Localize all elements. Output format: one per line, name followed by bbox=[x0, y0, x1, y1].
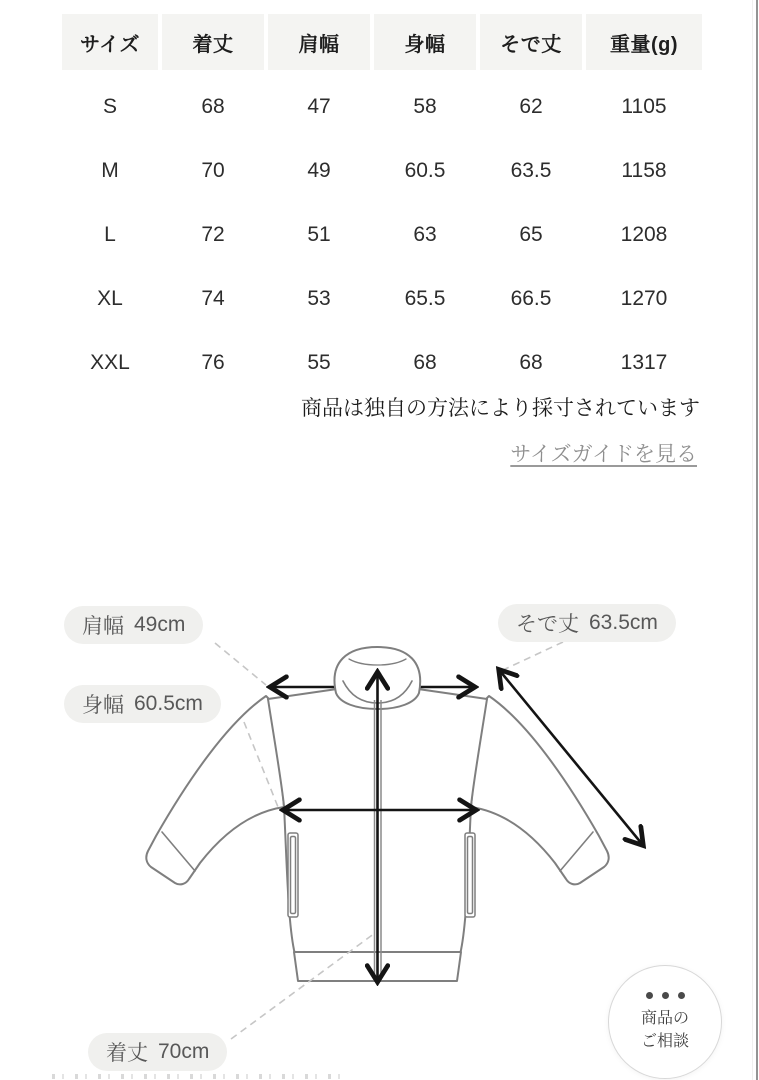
table-row bbox=[62, 203, 698, 267]
table-cell: 55 bbox=[307, 351, 331, 374]
consult-label-line1: 商品の bbox=[640, 1009, 689, 1027]
table-cell: 68 bbox=[201, 95, 225, 118]
table-cell: 65.5 bbox=[404, 287, 446, 310]
table-header-cell: そで丈 bbox=[480, 14, 582, 70]
sleeve-length-pill bbox=[498, 604, 676, 642]
pill-label: そで丈 bbox=[516, 613, 579, 636]
pill-label: 身幅 bbox=[82, 694, 124, 717]
table-cell: 58 bbox=[413, 95, 437, 118]
table-header-cell: 身幅 bbox=[374, 14, 476, 70]
size-table bbox=[62, 14, 698, 395]
pill-label: 着丈 bbox=[106, 1042, 148, 1065]
page-edge-light-line bbox=[752, 0, 753, 1080]
clipped-text-line bbox=[52, 1074, 344, 1079]
table-cell: 1270 bbox=[620, 287, 668, 310]
size-cell: XXL bbox=[90, 351, 130, 374]
pill-value: 49cm bbox=[134, 613, 186, 636]
body-width-pill bbox=[64, 685, 221, 723]
pill-label: 肩幅 bbox=[82, 615, 124, 638]
pill-value: 60.5cm bbox=[134, 692, 203, 715]
table-header-cell: サイズ bbox=[62, 14, 158, 70]
size-cell: S bbox=[102, 95, 117, 118]
table-cell: 47 bbox=[307, 95, 331, 118]
consult-label-line2: ご相談 bbox=[640, 1032, 689, 1050]
table-cell: 1105 bbox=[621, 95, 667, 118]
table-cell: 60.5 bbox=[404, 159, 446, 182]
table-row bbox=[62, 267, 698, 331]
table-row bbox=[62, 75, 698, 139]
table-header-cell: 着丈 bbox=[162, 14, 264, 70]
table-cell: 76 bbox=[201, 351, 225, 374]
table-cell: 68 bbox=[519, 351, 543, 374]
table-cell: 62 bbox=[519, 95, 543, 118]
table-header-cell: 肩幅 bbox=[268, 14, 370, 70]
table-cell: 65 bbox=[519, 223, 543, 246]
table-cell: 63.5 bbox=[510, 159, 552, 182]
left-sleeve bbox=[146, 696, 284, 884]
measurement-note: 商品は独自の方法により採寸されています bbox=[301, 397, 700, 420]
table-cell: 68 bbox=[413, 351, 437, 374]
product-consult-button[interactable] bbox=[608, 965, 722, 1079]
table-cell: 63 bbox=[413, 223, 437, 246]
table-cell: 1208 bbox=[620, 223, 668, 246]
pill-value: 63.5cm bbox=[589, 611, 658, 634]
table-cell: 72 bbox=[201, 223, 225, 246]
ellipsis-icon bbox=[646, 992, 685, 999]
table-header-row bbox=[62, 14, 698, 70]
size-cell: XL bbox=[97, 287, 123, 310]
size-cell: M bbox=[101, 159, 119, 182]
table-cell: 51 bbox=[307, 223, 331, 246]
pill-value: 70cm bbox=[158, 1040, 210, 1063]
table-cell: 74 bbox=[201, 287, 225, 310]
size-guide-link[interactable]: サイズガイドを見る bbox=[510, 443, 697, 466]
shoulder-width-pill bbox=[64, 606, 203, 644]
table-row bbox=[62, 331, 698, 395]
table-cell: 53 bbox=[307, 287, 331, 310]
table-cell: 66.5 bbox=[510, 287, 552, 310]
table-cell: 1317 bbox=[620, 351, 668, 374]
right-sleeve bbox=[471, 696, 609, 884]
table-cell: 49 bbox=[307, 159, 331, 182]
table-header-cell: 重量(g) bbox=[586, 14, 702, 70]
table-body bbox=[62, 70, 698, 395]
page-edge-border bbox=[756, 0, 758, 1080]
length-pill bbox=[88, 1033, 227, 1071]
size-cell: L bbox=[104, 223, 116, 246]
table-cell: 70 bbox=[201, 159, 225, 182]
table-row bbox=[62, 139, 698, 203]
table-cell: 1158 bbox=[621, 159, 667, 182]
